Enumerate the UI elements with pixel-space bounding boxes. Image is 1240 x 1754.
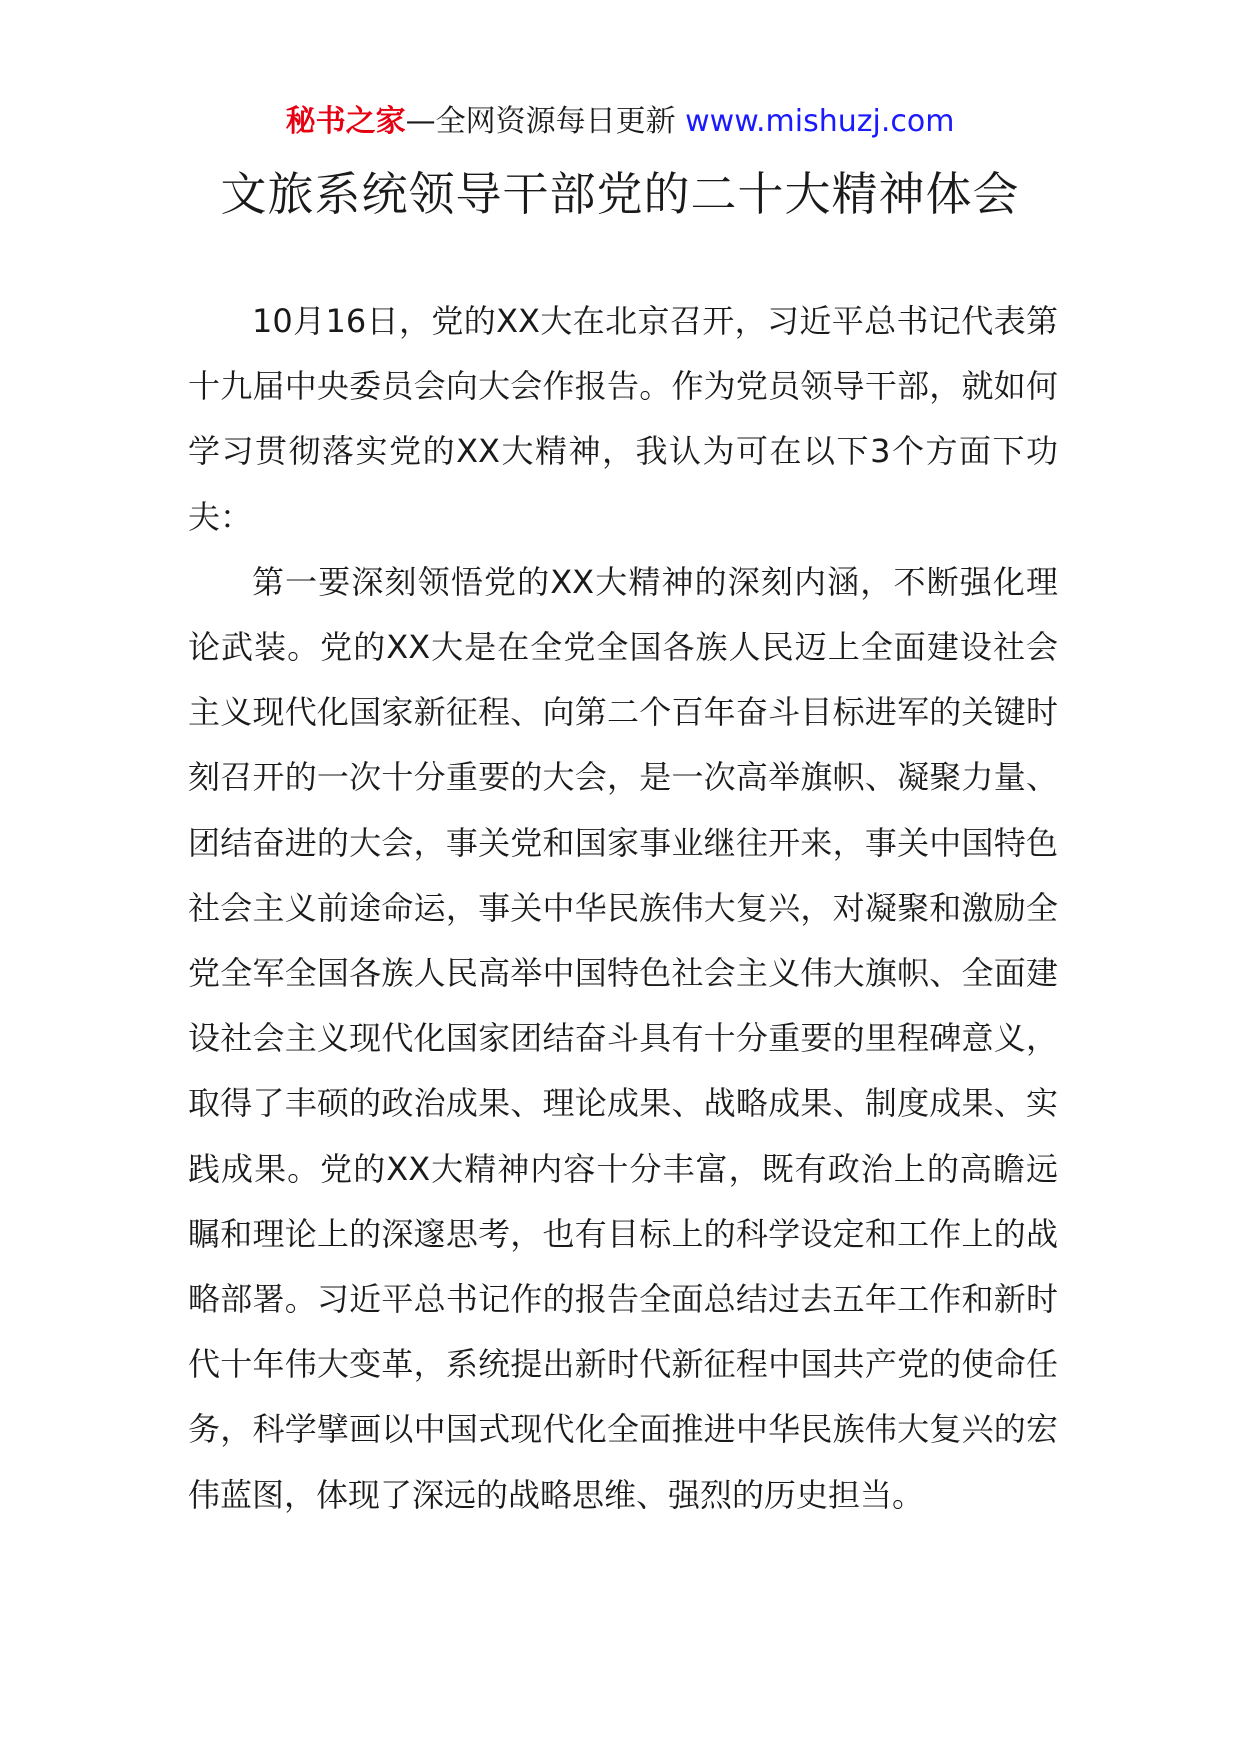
document-title: 文旅系统领导干部党的二十大精神体会: [220, 167, 1020, 221]
header-slogan: —全网资源每日更新: [405, 104, 676, 139]
document-body: [188, 289, 1058, 1528]
site-header: [0, 102, 1240, 142]
brand-name: 秘书之家: [285, 104, 406, 139]
site-url-link[interactable]: www.mishuzj.com: [685, 104, 955, 139]
paragraph-point-one: 第一要深刻领悟党的XX大精神的深刻内涵，不断强化理论武装。党的XX大是在全党全国各族人民迈上全面建设社会主义现代化国家新征程、向第二个百年奋斗目标进军的关键时刻召开的一次十分重要的大会，是一次高举旗帜、凝聚力量、团结奋进的大会，事关党和国家事业继往开来，事关中国特色社会主义前途命运，事关中华民族伟大复兴，对凝聚和激励全党全军全国各族人民高举中国特色社会主义伟大旗帜、全面建设社会主义现代化国家团结奋斗具有十分重要的里程碑意义，取得了丰硕的政治成果、理论成果、战略成果、制度成果、实践成果。党的XX大精神内容十分丰富，既有政治上的高瞻远瞩和理论上的深邃思考，也有目标上的科学设定和工作上的战略部署。习近平总书记作的报告全面总结过去五年工作和新时代十年伟大变革，系统提出新时代新征程中国共产党的使命任务，科学擘画以中国式现代化全面推进中华民族伟大复兴的宏伟蓝图，体现了深远的战略思维、强烈的历史担当。: [188, 562, 1058, 1514]
paragraph-intro: 10月16日，党的XX大在北京召开，习近平总书记代表第十九届中央委员会向大会作报告。作为党员领导干部，就如何学习贯彻落实党的XX大精神，我认为可在以下3个方面下功夫：: [188, 302, 1058, 536]
